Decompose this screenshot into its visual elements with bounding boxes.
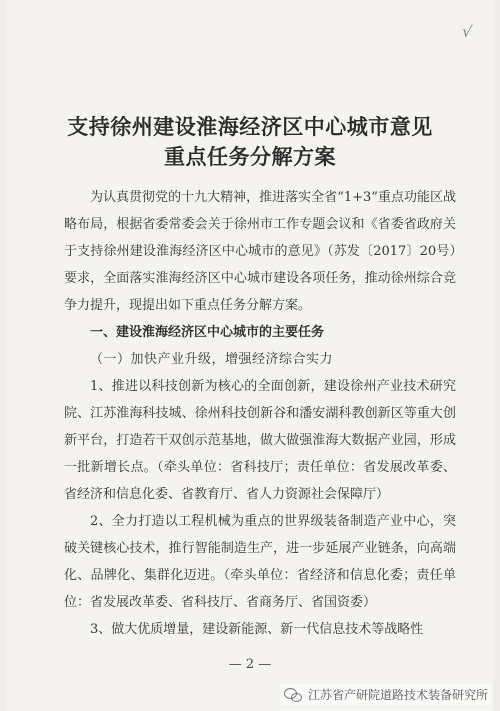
document-page xyxy=(6,0,494,711)
watermark-text: 江苏省产研院道路技术装备研究所 xyxy=(307,688,488,702)
task-item-1: 1、推进以科技创新为核心的全面创新，建设徐州产业技术研究院、江苏淮海科技城、徐州科技创新谷和潘安湖科教创新区等重大创新平台，打造若干双创示范基地，做大做强淮海大数据产业园，形成一批新增长点。（牵头单位：省科技厅；责任单位：省发展改革委、省经济和信息化委、省教育厅、省人力资源社会保障厅） xyxy=(64,379,456,502)
title-line-1: 支持徐州建设淮海经济区中心城市意见 xyxy=(67,114,433,139)
task-item-2: 2、全力打造以工程机械为重点的世界级装备制造产业中心，突破关键核心技术，推行智能制造生产，进一步延展产业链条，向高端化、品牌化、集群化迈进。（牵头单位：省经济和信息化委；责任单位：省发展改革委、省科技厅、省商务厅、省国资委） xyxy=(64,514,456,610)
document-body xyxy=(64,184,456,643)
watermark xyxy=(280,684,492,705)
page-number: — 2 — xyxy=(228,657,272,672)
wechat-icon xyxy=(284,688,302,702)
title-line-2: 重点任务分解方案 xyxy=(164,144,336,169)
section-heading: 一、建设淮海经济区中心城市的主要任务 xyxy=(90,325,325,340)
document-title xyxy=(6,112,494,172)
check-mark: √ xyxy=(460,21,474,42)
task-item-3: 3、做大优质增量，建设新能源、新一代信息技术等战略性 xyxy=(90,622,424,637)
intro-paragraph: 为认真贯彻党的十九大精神，推进落实全省“1+3”重点功能区战略布局，根据省委常委会关于徐州市工作专题会议和《省委省政府关于支持徐州建设淮海经济区中心城市的意见》（苏发〔2017〕20号）要求，全面落实淮海经济区中心城市建设各项任务，推动徐州综合竞争力提升，现提出如下重点任务分解方案。 xyxy=(64,190,456,313)
subsection-heading: （一）加快产业升级，增强经济综合实力 xyxy=(90,352,334,367)
